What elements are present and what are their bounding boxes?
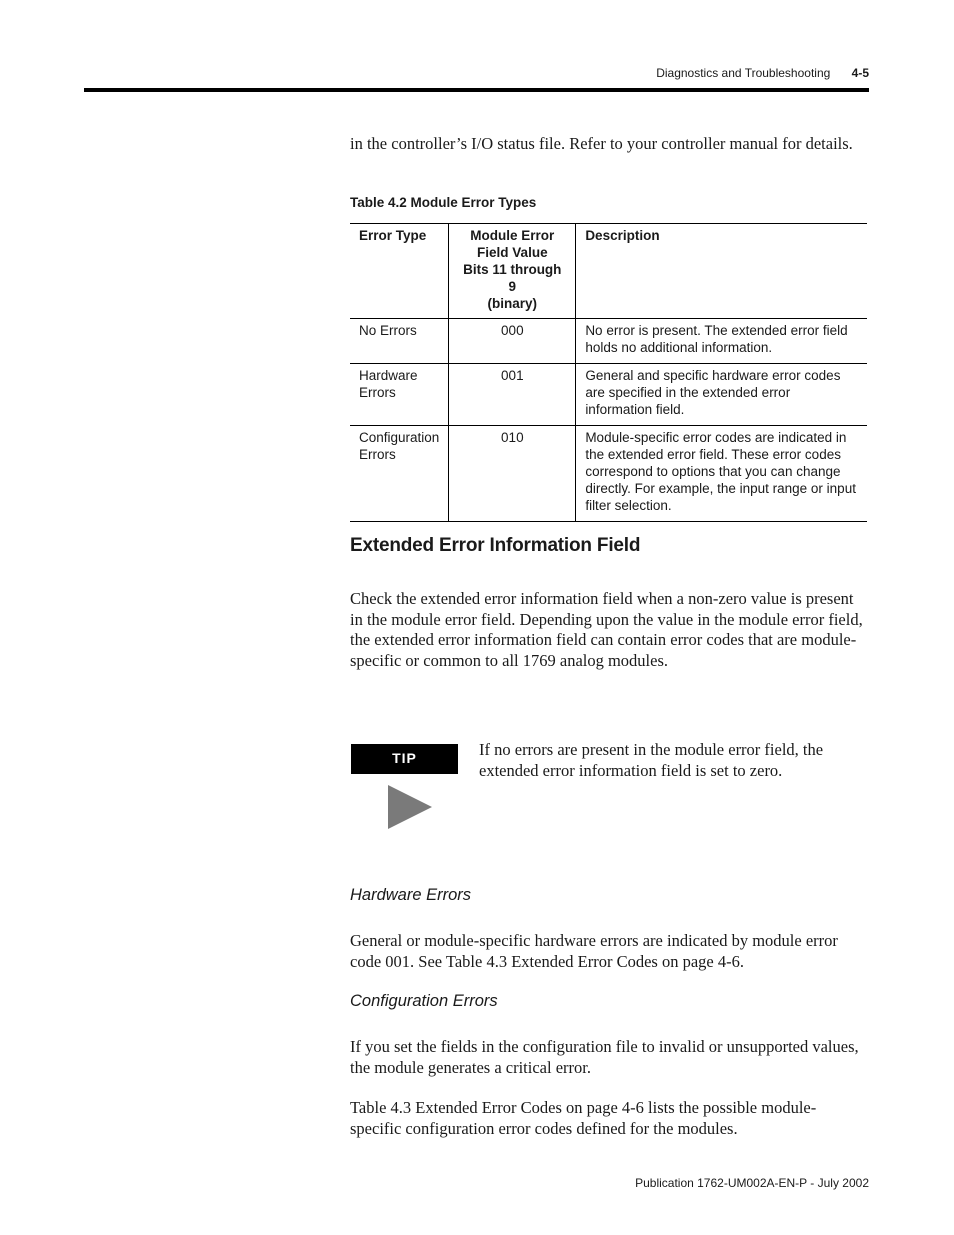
field-value-cell: 010 bbox=[449, 426, 576, 522]
description-cell: Module-specific error codes are indicated in the extended error field. These error codes correspond to options that you can change directly. For example, the input range or input filter selection. bbox=[585, 430, 856, 513]
subheading-configuration-errors: Configuration Errors bbox=[350, 992, 498, 1010]
header-rule bbox=[84, 88, 869, 92]
field-value-cell: 001 bbox=[449, 364, 576, 426]
error-type-cell: Configuration Errors bbox=[350, 426, 449, 522]
column-header-field-value: Module Error Field Value Bits 11 through 9 (binary) bbox=[449, 224, 576, 319]
table-caption: Table 4.2 Module Error Types bbox=[350, 195, 537, 210]
module-error-types-table bbox=[350, 223, 867, 522]
section-heading-extended-error: Extended Error Information Field bbox=[350, 535, 641, 556]
column-header-description: Description bbox=[585, 228, 660, 243]
configuration-errors-paragraph-2: Table 4.3 Extended Error Codes on page 4-6 lists the possible module-specific configuration error codes defined for the modules. bbox=[350, 1098, 817, 1138]
table-row bbox=[350, 319, 867, 364]
table-row bbox=[350, 426, 867, 522]
table-header-row bbox=[350, 224, 867, 319]
configuration-errors-paragraph-1: If you set the fields in the configuration file to invalid or unsupported values, the module generates a critical error. bbox=[350, 1037, 859, 1077]
running-title: Diagnostics and Troubleshooting bbox=[656, 66, 831, 80]
subheading-hardware-errors: Hardware Errors bbox=[350, 886, 472, 904]
field-value-cell: 000 bbox=[449, 319, 576, 364]
hardware-errors-paragraph: General or module-specific hardware errors are indicated by module error code 001. See Table 4.3 Extended Error Codes on page 4-6. bbox=[350, 931, 838, 971]
extended-error-paragraph: Check the extended error information field when a non-zero value is present in the module error field. Depending upon the value in the module error field, the extended error information field can contain error codes that are module-specific or common to all 1769 analog modules. bbox=[350, 589, 863, 670]
publication-footer: Publication 1762-UM002A-EN-P - July 2002 bbox=[635, 1176, 869, 1190]
error-type-cell: No Errors bbox=[350, 319, 449, 364]
running-header bbox=[600, 66, 869, 80]
column-header-error-type: Error Type bbox=[350, 224, 449, 319]
page-number: 4-5 bbox=[851, 66, 869, 80]
tip-badge: TIP bbox=[351, 744, 458, 774]
table-row bbox=[350, 364, 867, 426]
description-cell: No error is present. The extended error field holds no additional information. bbox=[585, 323, 848, 355]
intro-paragraph: in the controller’s I/O status file. Refer to your controller manual for details. bbox=[350, 134, 853, 153]
error-type-cell: Hardware Errors bbox=[350, 364, 449, 426]
description-cell: General and specific hardware error codes are specified in the extended error information field. bbox=[585, 368, 841, 417]
tip-text: If no errors are present in the module error field, the extended error information field is set to zero. bbox=[479, 740, 824, 780]
play-arrow-icon bbox=[388, 785, 432, 829]
